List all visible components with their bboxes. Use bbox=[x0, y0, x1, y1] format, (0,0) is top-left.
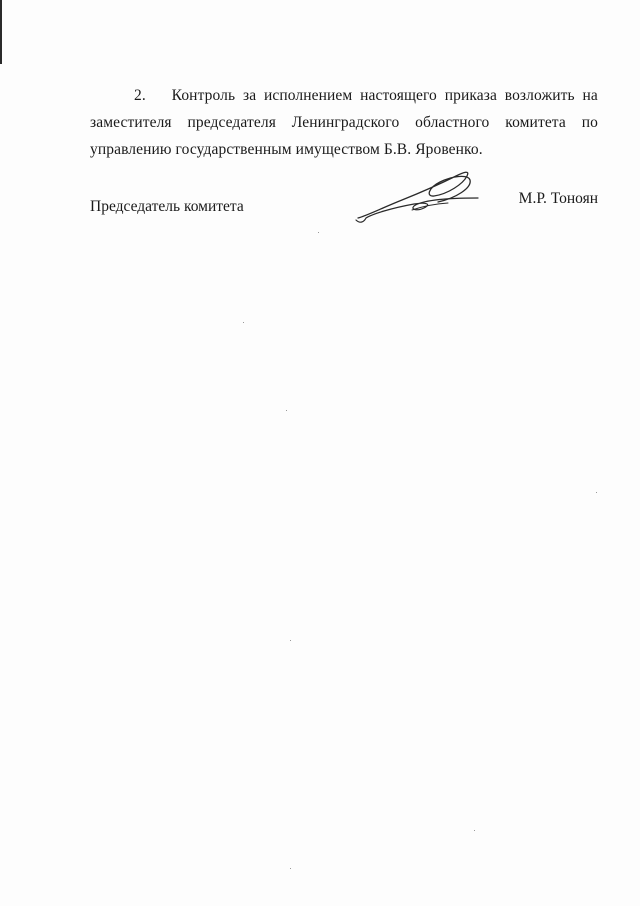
scan-speck bbox=[290, 640, 291, 641]
paragraph-number: 2. bbox=[134, 87, 146, 104]
word: Ленинградского bbox=[291, 114, 400, 131]
signer-title: Председатель комитета bbox=[90, 198, 244, 215]
word: комитета bbox=[505, 114, 566, 131]
word: на bbox=[582, 87, 598, 104]
signer-name: М.Р. Тоноян bbox=[518, 190, 598, 207]
paragraph-line-3-text: управлению государственным имуществом Б.В. Яровенко. bbox=[90, 141, 483, 158]
scan-edge-mark bbox=[0, 0, 2, 64]
word: по bbox=[581, 114, 598, 131]
word: за bbox=[242, 87, 257, 104]
signature-block bbox=[90, 190, 598, 230]
word: Контроль bbox=[171, 87, 236, 104]
paragraph-line-1 bbox=[90, 82, 598, 109]
word: приказа bbox=[444, 87, 497, 104]
word: возложить bbox=[504, 87, 575, 104]
handwritten-signature bbox=[352, 168, 482, 230]
scan-speck bbox=[474, 830, 475, 831]
word: настоящего bbox=[360, 87, 437, 104]
word: председателя bbox=[187, 114, 276, 131]
word: областного bbox=[415, 114, 490, 131]
order-paragraph-2 bbox=[90, 82, 598, 163]
paragraph-line-2 bbox=[90, 109, 598, 136]
scan-speck bbox=[596, 492, 597, 493]
word: исполнением bbox=[264, 87, 353, 104]
scan-speck bbox=[286, 410, 287, 411]
scan-speck bbox=[243, 322, 244, 323]
scan-speck bbox=[290, 868, 291, 869]
scan-speck bbox=[318, 232, 319, 233]
word: заместителя bbox=[90, 114, 172, 131]
paragraph-line-3 bbox=[90, 136, 598, 163]
